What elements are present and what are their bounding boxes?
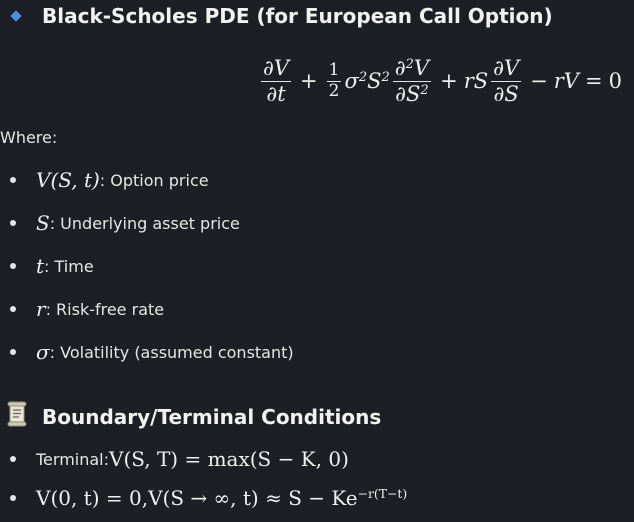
bullet-dot-icon [10,495,16,501]
condition-label: Terminal: [36,449,110,469]
fraction-numerator: ∂V [493,56,520,81]
list-item [0,168,209,192]
variable-description: : Risk-free rate [45,299,165,319]
minus-operator: − [530,69,548,93]
variable-description: : Volatility (assumed constant) [49,342,294,362]
fraction-denominator: $\partial S^2$ [395,81,429,106]
list-item [0,340,294,364]
section-title-text: Black-Scholes PDE (for European Call Option) [42,4,553,28]
list-item [0,254,94,278]
fraction-dv-dt [261,56,291,105]
variable-symbol: V(S, t) [36,168,100,192]
fraction-denominator: 2 [328,80,340,101]
list-item [0,211,240,235]
fraction-d2v-ds2 [393,56,431,105]
list-item [0,447,349,471]
variable-symbol: S [36,211,50,235]
fraction-numerator: ∂$^2$V [394,56,430,81]
bullet-dot-icon [10,263,16,269]
exponent: −r(T−t) [357,486,408,502]
section-title-black-scholes [0,4,553,28]
variable-description: : Option price [99,170,209,190]
fraction-denominator: ∂S [493,81,519,106]
boundary-condition-math-a: V(0, t) = 0 [36,486,142,510]
bullet-dot-icon [10,220,16,226]
variable-description: : Underlying asset price [49,213,240,233]
where-label: Where: [0,128,58,147]
variable-symbol: r [36,297,46,321]
s-squared: $S^2$ [367,69,390,93]
rv-term: rV [553,69,579,93]
black-scholes-equation [258,50,622,112]
list-item [0,486,407,510]
fraction-numerator: 1 [328,59,340,80]
equals-operator: = [584,69,603,93]
bullet-dot-icon [10,349,16,355]
fraction-denominator: ∂t [266,81,286,106]
fraction-numerator: ∂V [263,56,290,81]
variable-description: : Time [44,256,94,276]
diamond-bullet-icon [10,10,21,21]
section-title-text: Boundary/Terminal Conditions [42,404,382,429]
boundary-condition-math-b: V(S → ∞, $t) \approx S - Ke^{-r(T-t)}$ [148,486,408,510]
bullet-dot-icon [10,177,16,183]
sigma-squared: $\sigma^2$ [344,69,368,93]
variable-symbol: σ [36,340,50,364]
section-title-boundary-conditions [0,401,381,432]
plus-operator: + [300,69,318,93]
zero-value: 0 [608,69,622,93]
list-item [0,297,164,321]
rs-term: rS [463,69,489,93]
bullet-dot-icon [10,306,16,312]
fraction-dv-ds [491,56,521,105]
bullet-dot-icon [10,456,16,462]
boundary-separator: , [141,486,149,510]
scroll-icon [6,401,28,432]
variable-symbol: t [36,254,45,278]
fraction-one-half [327,61,342,101]
plus-operator: + [440,69,458,93]
terminal-condition-math: V(S, T) = max(S − K, 0) [109,447,349,471]
